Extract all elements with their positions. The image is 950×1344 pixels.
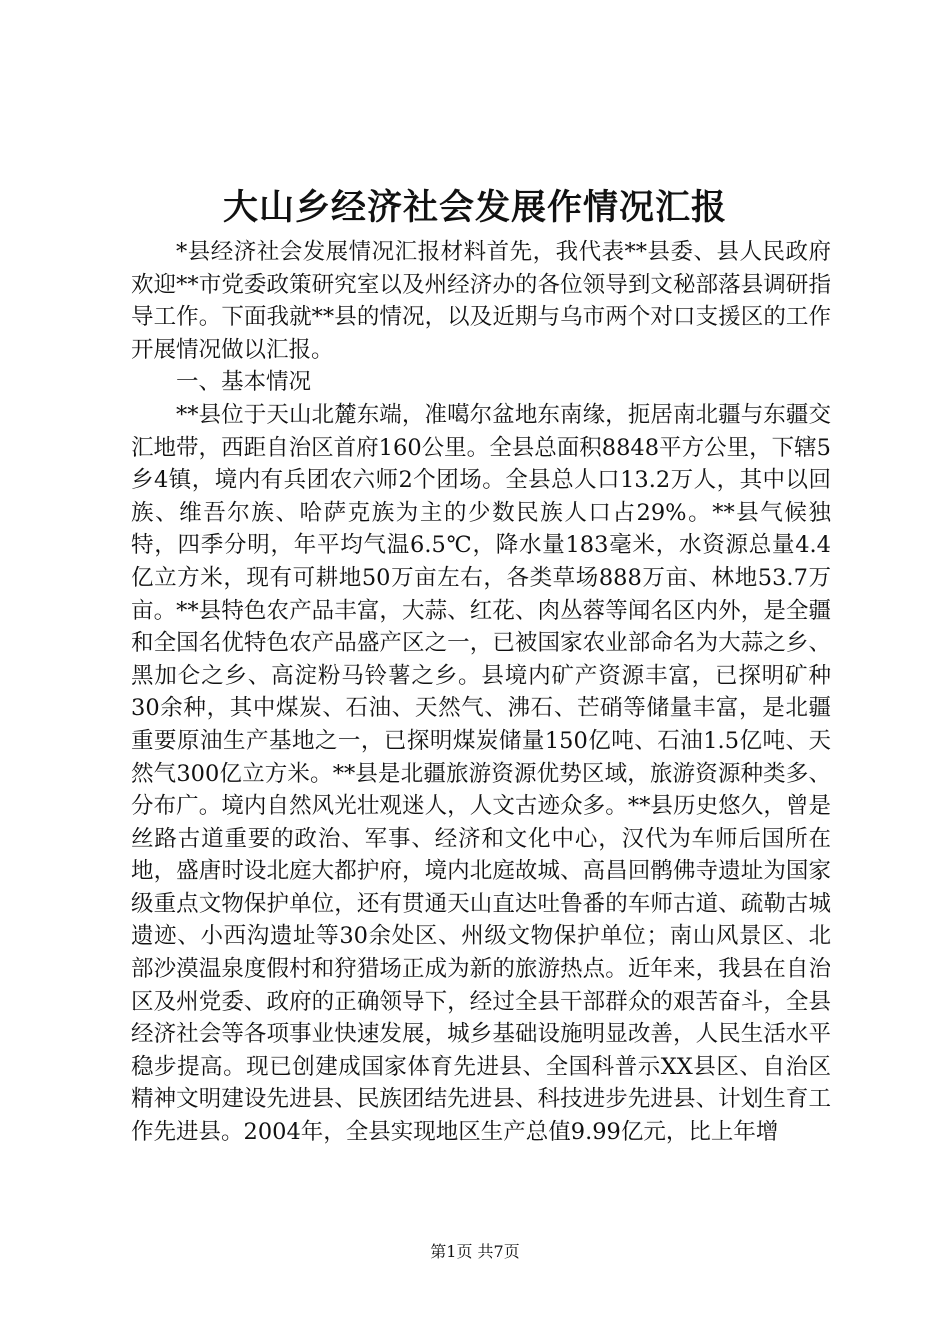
- page-footer: 第1页 共7页: [430, 1242, 520, 1261]
- intro-paragraph: *县经济社会发展情况汇报材料首先，我代表**县委、县人民政府欢迎**市党委政策研究室以及州经济办的各位领导到文秘部落县调研指导工作。下面我就**县的情况，以及近期与乌市两个对口支援区的工作开展情况做以汇报。: [131, 239, 831, 363]
- basic-info-paragraph: **县位于天山北麓东端，准噶尔盆地东南缘，扼居南北疆与东疆交汇地带，西距自治区首府160公里。全县总面积8848平方公里，下辖5乡4镇，境内有兵团农六师2个团场。全县总人口13.2万人，其中以回族、维吾尔族、哈萨克族为主的少数民族人口占29%。**县气候独特，四季分明，年平均气温6.5℃，降水量183毫米，水资源总量4.4亿立方米，现有可耕地50万亩左右，各类草场888万亩、林地53.7万亩。**县特色农产品丰富，大蒜、红花、肉丛蓉等闻名区内外，是全疆和全国名优特色农产品盛产区之一，已被国家农业部命名为大蒜之乡、黑加仑之乡、高淀粉马铃薯之乡。县境内矿产资源丰富，已探明矿种30余种，其中煤炭、石油、天然气、沸石、芒硝等储量丰富，是北疆重要原油生产基地之一，已探明煤炭储量150亿吨、石油1.5亿吨、天然气300亿立方米。**县是北疆旅游资源优势区域，旅游资源种类多、分布广。境内自然风光壮观迷人，人文古迹众多。**县历史悠久，曾是丝路古道重要的政治、军事、经济和文化中心，汉代为车师后国所在地，盛唐时设北庭大都护府，境内北庭故城、高昌回鹘佛寺遗址为国家级重点文物保护单位，还有贯通天山直达吐鲁番的车师古道、疏勒古城遗迹、小西沟遗址等30余处区、州级文物保护单位；南山风景区、北部沙漠温泉度假村和狩猎场正成为新的旅游热点。近年来，我县在自治区及州党委、政府的正确领导下，经过全县干部群众的艰苦奋斗，全县经济社会等各项事业快速发展，城乡基础设施明显改善，人民生活水平稳步提高。现已创建成国家体育先进县、全国科普示XX县区、自治区精神文明建设先进县、民族团结先进县、科技进步先进县、计划生育工作先进县。2004年，全县实现地区生产总值9.99亿元，比上年增: [131, 401, 831, 1146]
- section-heading-basic-info: 一、基本情况: [176, 369, 312, 396]
- page-title: 大山乡经济社会发展作情况汇报: [222, 187, 727, 228]
- document-body: [131, 236, 831, 1149]
